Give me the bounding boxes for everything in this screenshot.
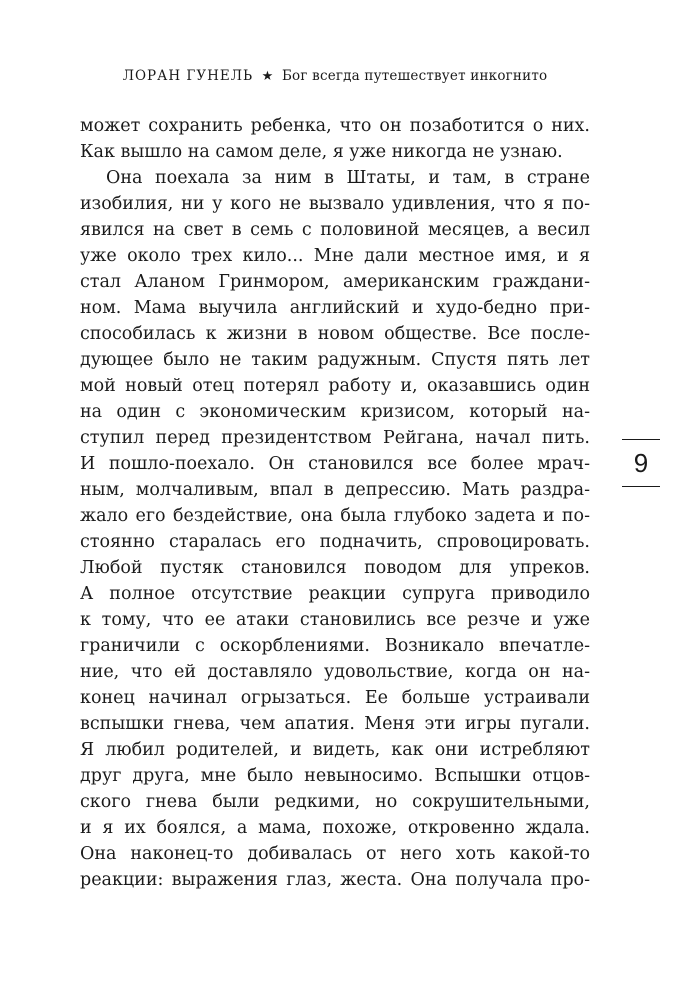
text-line: Я любил родителей, и видеть, как они истребляют [80, 740, 590, 760]
page-number: 9 [633, 448, 649, 478]
text-line: ского гнева были редкими, но сокрушительными, [80, 792, 590, 812]
text-line: ступил перед президентством Рейгана, начал пить. [80, 428, 590, 448]
text-line: изобилия, ни у кого не вызвало удивления, что я по- [80, 194, 590, 214]
running-head [80, 68, 590, 84]
text-line: реакции: выражения глаз, жеста. Она получала про- [80, 870, 590, 890]
running-head-title: Бог всегда путешествует инкогнито [281, 68, 548, 84]
text-line: конец начинал огрызаться. Ее больше устраивали [80, 688, 590, 708]
text-line: способилась к жизни в новом обществе. Все после- [80, 324, 590, 344]
text-line: граничили с оскорблениями. Возникало впечатле- [80, 636, 590, 656]
text-line: мой новый отец потерял работу и, оказавшись один [80, 376, 590, 396]
text-line: ном. Мама выучила английский и худо-бедно при- [80, 298, 590, 318]
text-line: ние, что ей доставляло удовольствие, когда он на- [80, 662, 590, 682]
text-line: Любой пустяк становился поводом для упреков. [80, 558, 590, 578]
text-line: может сохранить ребенка, что он позаботится о них. [80, 116, 590, 136]
text-line: Она наконец-то добивалась от него хоть какой-то [80, 844, 590, 864]
page-number-marker [622, 439, 660, 487]
text-line: на один с экономическим кризисом, который на- [80, 402, 590, 422]
text-line: Как вышло на самом деле, я уже никогда не узнаю. [80, 142, 563, 162]
text-line: уже около трех кило... Мне дали местное имя, и я [80, 246, 590, 266]
star-icon: ★ [261, 69, 274, 84]
text-line: Она поехала за ним в Штаты, и там, в стране [106, 168, 590, 188]
text-line: друг друга, мне было невыносимо. Вспышки отцов- [80, 766, 590, 786]
page-number-rule-bottom [622, 486, 660, 487]
text-line: стоянно старалась его подначить, спровоцировать. [80, 532, 590, 552]
running-head-author: ЛОРАН ГУНЕЛЬ [122, 68, 254, 84]
text-line: явился на свет в семь с половиной месяцев, а весил [80, 220, 590, 240]
text-line: к тому, что ее атаки становились все резче и уже [80, 610, 590, 630]
text-line: жало его бездействие, она была глубоко задета и по- [80, 506, 590, 526]
text-line: и я их боялся, а мама, похоже, откровенно ждала. [80, 818, 590, 838]
text-line: вспышки гнева, чем апатия. Меня эти игры пугали. [80, 714, 590, 734]
text-line: стал Аланом Гринмором, американским граждани- [80, 272, 590, 292]
text-line: ным, молчаливым, впал в депрессию. Мать раздра- [80, 480, 590, 500]
body-text [80, 113, 590, 893]
text-line: дующее было не таким радужным. Спустя пять лет [80, 350, 590, 370]
text-line: И пошло-поехало. Он становился все более мрач- [80, 454, 590, 474]
text-line: А полное отсутствие реакции супруга приводило [80, 584, 590, 604]
